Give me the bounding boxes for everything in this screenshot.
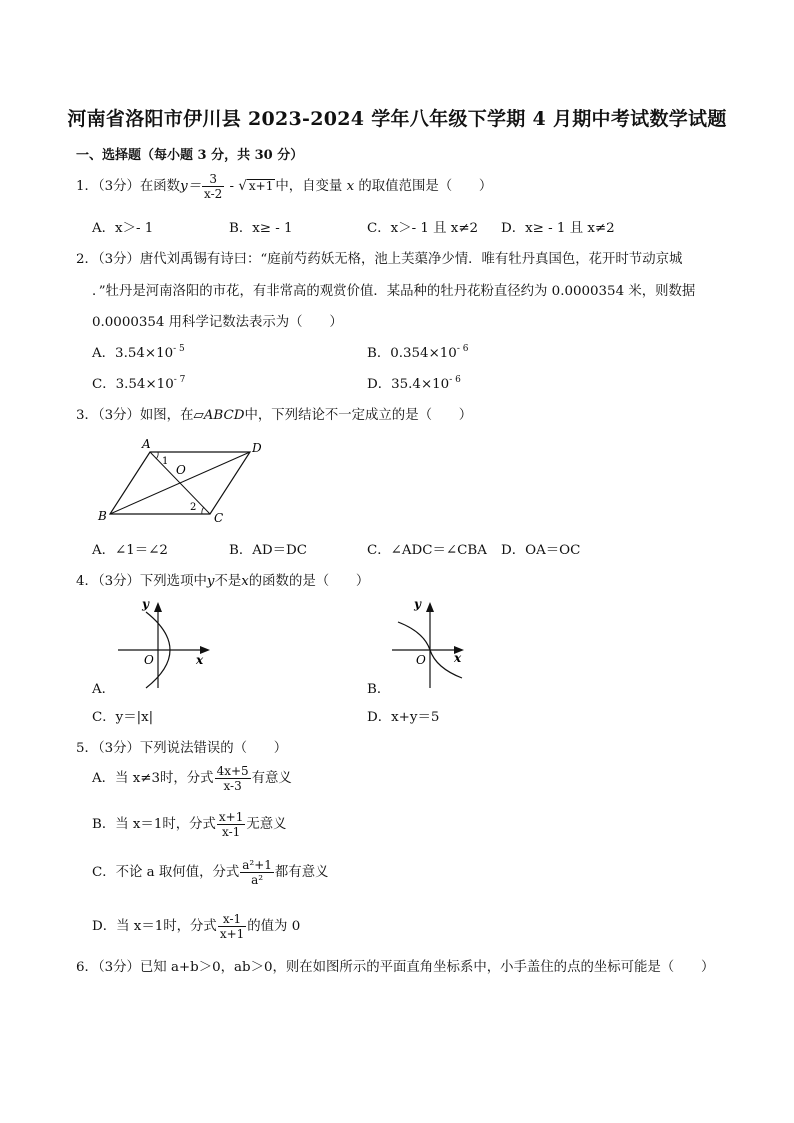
q2-a-base: A．3.54×10 — [92, 346, 174, 361]
x-label: x — [454, 651, 462, 665]
q6-stem: 6．（3分）已知 a+b＞0，ab＞0，则在如图所示的平面直角坐标系中，小手盖住的点的坐标可能是（ ） — [76, 960, 715, 975]
q4-mid: 不是 — [214, 574, 242, 589]
page-title: 河南省洛阳市伊川县 2023-2024 学年八年级下学期 4 月期中考试数学试题 — [67, 108, 727, 130]
x-label: x — [196, 653, 204, 667]
q3-pre: 3．（3分）如图，在▱ — [76, 408, 204, 423]
q4-x: x — [241, 574, 249, 589]
q4-stem — [76, 570, 369, 589]
q5-stem: 5．（3分）下列说法错误的（ ） — [76, 741, 288, 756]
q5-a-den: x-3 — [223, 779, 242, 793]
q5-b-frac — [217, 810, 245, 839]
q5-c-post: 都有意义 — [274, 865, 329, 880]
q5-d-post: 的值为 0 — [247, 919, 301, 934]
q2-b-exp: - 6 — [456, 344, 469, 354]
label-c: C — [214, 511, 224, 525]
y-arrow — [426, 602, 434, 612]
q5-a-pre: A．当 x≠3时，分式 — [92, 771, 214, 786]
q5-b-post: 无意义 — [246, 817, 287, 832]
label-b: B — [98, 509, 107, 523]
graph-b — [384, 592, 494, 692]
q5-a-frac — [215, 764, 251, 793]
q1-option-c[interactable]: C．x＞- 1 且 x≠2 — [367, 221, 479, 236]
q5-option-c[interactable] — [92, 858, 328, 887]
q5-d-pre: D．当 x＝1时，分式 — [92, 919, 217, 934]
q3-option-b[interactable]: B．AD＝DC — [229, 543, 308, 558]
q2-option-a[interactable] — [92, 342, 185, 361]
graph-a — [110, 592, 220, 692]
question-1-stem: 1．（3分）在函数y＝ $\frac{3}{x-2}$ - √ x+1 中，自变量 x 的取值范围是（ ） — [76, 172, 493, 201]
q5-c-frac — [240, 858, 274, 887]
q2-line-3: 0.0000354 用科学记数法表示为（ ） — [92, 315, 343, 330]
q1-option-a[interactable]: A．x＞- 1 — [92, 221, 154, 236]
section-heading: 一、选择题（每小题 3 分，共 30 分） — [76, 148, 304, 163]
q3-abcd: ABCD — [203, 408, 245, 423]
q2-line-1: 2．（3分）唐代刘禹锡有诗曰：“庭前芍药妖无格，池上芙蕖净少情．唯有牡丹真国色，花开时节动京城 — [76, 252, 683, 267]
q5-option-d[interactable] — [92, 912, 300, 941]
q2-line-2: ．”牡丹是河南洛阳的市花，有非常高的观赏价值．某品种的牡丹花粉直径约为 0.0000354 米，则数据 — [92, 284, 696, 299]
q2-b-base: B．0.354×10 — [367, 346, 457, 361]
q4-option-d[interactable]: D．x+y＝5 — [367, 710, 440, 725]
q1-option-d[interactable]: D．x≥ - 1 且 x≠2 — [501, 221, 615, 236]
q5-c-pre: C．不论 a 取何值，分式 — [92, 865, 240, 880]
y-arrow — [154, 602, 162, 612]
q5-option-a[interactable] — [92, 764, 292, 793]
q2-option-d[interactable] — [367, 373, 461, 392]
q2-c-exp: - 7 — [173, 375, 186, 385]
q4-option-a[interactable]: A． — [92, 682, 116, 697]
q2-d-base: D．35.4×10 — [367, 377, 450, 392]
label-d: D — [252, 441, 262, 455]
q5-d-den: x+1 — [219, 927, 245, 941]
q3-option-a[interactable]: A．∠1＝∠2 — [92, 543, 168, 558]
q4-y: y — [206, 574, 215, 589]
q5-b-den: x-1 — [222, 825, 241, 839]
q5-option-b[interactable] — [92, 810, 287, 839]
q1-minus: - — [225, 179, 239, 194]
q5-d-frac — [218, 912, 246, 941]
origin-label: O — [144, 653, 154, 667]
q1-frac-num: 3 — [202, 172, 224, 187]
label-1: 1 — [162, 456, 169, 467]
q4-post: 的函数的是（ ） — [248, 574, 370, 589]
q5-d-num: x-1 — [218, 912, 246, 927]
q1-after: 中，自变量 — [275, 179, 343, 194]
q4-option-c[interactable]: C．y＝|x| — [92, 710, 154, 725]
q4-pre: 4．（3分）下列选项中 — [76, 574, 207, 589]
label-a: A — [142, 437, 151, 451]
q1-x: x — [346, 179, 355, 194]
q5-a-num: 4x+5 — [216, 764, 249, 778]
q4-option-b[interactable]: B． — [367, 682, 391, 697]
q2-option-b[interactable] — [367, 342, 468, 361]
q1-y: y＝ — [180, 179, 202, 194]
q2-d-exp: - 6 — [449, 375, 461, 385]
y-label: y — [414, 597, 421, 611]
parallelogram-figure — [92, 434, 272, 526]
q2-c-base: C．3.54×10 — [92, 377, 174, 392]
q1-frac-den: x-2 — [204, 187, 223, 201]
q5-b-num: x+1 — [218, 810, 244, 824]
label-2: 2 — [190, 502, 197, 513]
q5-c-den: a² — [251, 873, 264, 887]
origin-label: O — [416, 653, 426, 667]
y-label: y — [142, 597, 149, 611]
diagonal-bd — [110, 452, 250, 514]
q5-c-num: a²+1 — [242, 858, 272, 872]
q2-option-c[interactable] — [92, 373, 185, 392]
q3-post: 中，下列结论不一定成立的是（ ） — [244, 408, 473, 423]
q5-b-pre: B．当 x＝1时，分式 — [92, 817, 216, 832]
q3-option-c[interactable]: C．∠ADC＝∠CBA — [367, 543, 487, 558]
q1-tail: 的取值范围是（ ） — [358, 179, 493, 194]
q5-a-post: 有意义 — [251, 771, 292, 786]
q1-num: 1．（3分）在函数 — [76, 179, 181, 194]
label-o: O — [176, 463, 186, 477]
q2-a-exp: - 5 — [173, 344, 185, 354]
q1-fraction — [202, 172, 224, 201]
q3-option-d[interactable]: D．OA＝OC — [501, 543, 581, 558]
q3-stem — [76, 404, 472, 423]
q1-sqrt: x+1 — [248, 179, 274, 193]
q1-option-b[interactable]: B．x≥ - 1 — [229, 221, 293, 236]
